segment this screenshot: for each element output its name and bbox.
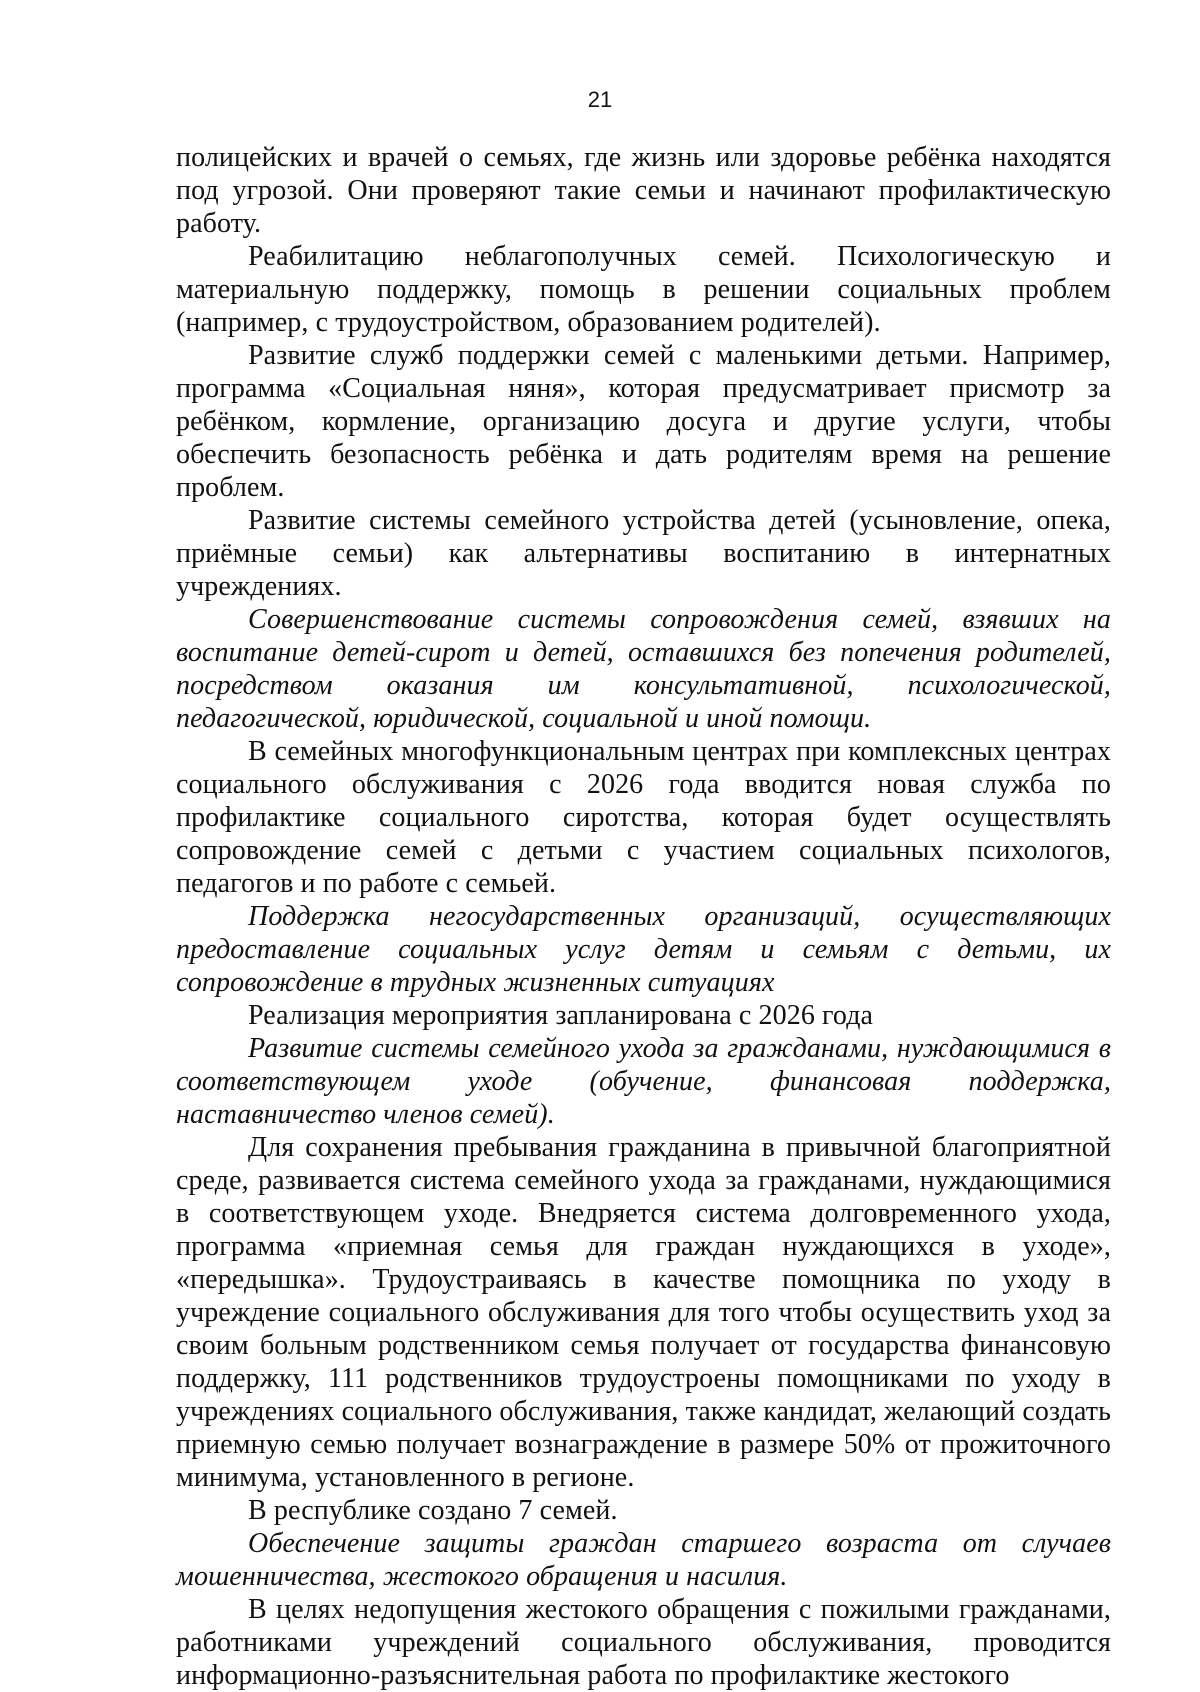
paragraph: Реабилитацию неблагополучных семей. Психологическую и материальную поддержку, помощь в решении социальных проблем (например, с трудоустройством, образованием родителей).: [176, 241, 1111, 338]
paragraph: В целях недопущения жестокого обращения с пожилыми гражданами, работниками учреждений социального обслуживания, проводится информационно-разъяснительная работа по профилактике жестокого: [176, 1594, 1111, 1691]
paragraph: Для сохранения пребывания гражданина в привычной благоприятной среде, развивается система семейного ухода за гражданами, нуждающимися в соответствующем уходе. Внедряется система долговременного ухода, программа «приемная семья для граждан нуждающихся в уходе», «передышка». Трудоустраиваясь в качестве помощника по уходу в учреждение социального обслуживания для того чтобы осуществить уход за своим больным родственником семья получает от государства финансовую поддержку, 111 родственников трудоустроены помощниками по уходу в учреждениях социального обслуживания, также кандидат, желающий создать приемную семью получает вознаграждение в размере 50% от прожиточного минимума, установленного в регионе.: [176, 1132, 1111, 1493]
paragraph: полицейских и врачей о семьях, где жизнь или здоровье ребёнка находятся под угрозой. Они проверяют такие семьи и начинают профилактическую работу.: [176, 142, 1111, 239]
paragraph: Развитие системы семейного устройства детей (усыновление, опека, приёмные семьи) как альтернативы воспитанию в интернатных учреждениях.: [176, 505, 1111, 602]
page-number: 21: [587, 87, 613, 112]
paragraph-italic: Развитие системы семейного ухода за гражданами, нуждающимися в соответствующем уходе (обучение, финансовая поддержка, наставничество членов семей).: [176, 1033, 1111, 1130]
paragraph: Реализация мероприятия запланирована с 2026 года: [248, 1000, 874, 1031]
paragraph: Развитие служб поддержки семей с маленькими детьми. Например, программа «Социальная няня», которая предусматривает присмотр за ребёнком, кормление, организацию досуга и другие услуги, чтобы обеспечить безопасность ребёнка и дать родителям время на решение проблем.: [176, 340, 1111, 503]
paragraph-italic: Совершенствование системы сопровождения семей, взявших на воспитание детей-сирот и детей, оставшихся без попечения родителей, посредством оказания им консультативной, психологической, педагогической, юридической, социальной и иной помощи.: [176, 604, 1111, 734]
paragraph: В республике создано 7 семей.: [248, 1495, 618, 1526]
document-body: [176, 141, 1111, 1692]
paragraph: В семейных многофункциональным центрах при комплексных центрах социального обслуживания с 2026 года вводится новая служба по профилактике социального сиротства, которая будет осуществлять сопровождение семей с детьми с участием социальных психологов, педагогов и по работе с семьей.: [176, 736, 1111, 899]
paragraph-italic: Поддержка негосударственных организаций, осуществляющих предоставление социальных услуг детям и семьям с детьми, их сопровождение в трудных жизненных ситуациях: [176, 901, 1111, 998]
paragraph-italic: Обеспечение защиты граждан старшего возраста от случаев мошенничества, жестокого обращения и насилия.: [176, 1528, 1111, 1592]
